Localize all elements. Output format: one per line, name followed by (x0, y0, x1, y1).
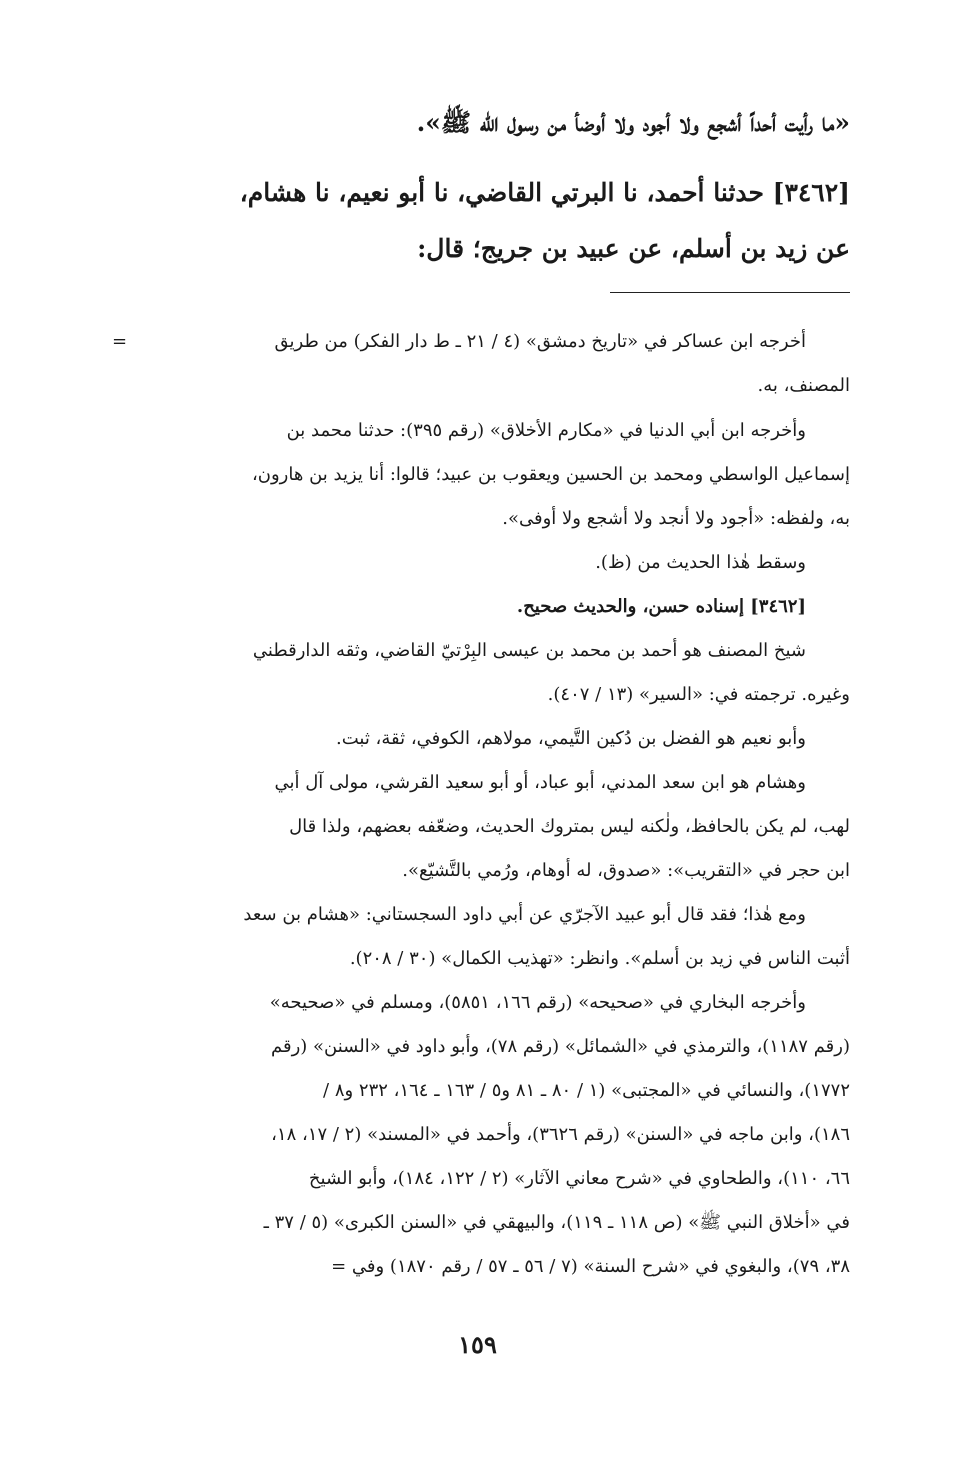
footnote-line: ١٨٦)، وابن ماجه في «السنن» (رقم ٣٦٢٦)، وأحمد في «المسند» (٢ / ١٧، ١٨، (271, 1124, 850, 1145)
footnote-line: أخرجه ابن عساكر في «تاريخ دمشق» (٤ / ٢١ ـ ط دار الفكر) من طريق (274, 331, 806, 352)
footnote-line: وهشام هو ابن سعد المدني، أبو عباد، أو أبو سعيد القرشي، مولى آل أبي (274, 772, 806, 793)
main-text-line-2: [٣٤٦٢] حدثنا أحمد، نا البرتي القاضي، نا أبو نعيم، نا هشام، (239, 178, 850, 207)
footnote-line: إسماعيل الواسطي ومحمد بن الحسين ويعقوب بن عبيد؛ قالوا: أنا يزيد بن هارون، (251, 464, 850, 485)
footnote-line: وأخرجه البخاري في «صحيحه» (رقم ١٦٦، ٥٨٥١)، ومسلم في «صحيحه» (269, 992, 806, 1013)
main-text-line-1: «ما رأيت أحداً أشجع ولا أجود ولا أوضأ من رسول الله ﷺ». (416, 108, 850, 137)
footnote-line: ومع هٰذا؛ فقد قال أبو عبيد الآجرّي عن أبي داود السجستاني: «هشام بن سعد (243, 904, 806, 925)
footnote-line: وسقط هٰذا الحديث من (ظ). (595, 552, 806, 573)
footnote-line: ابن حجر في «التقريب»: «صدوق، له أوهام، ورُمي بالتَّشيّع». (402, 860, 850, 881)
main-text-line-3: عن زيد بن أسلم، عن عبيد بن جريج؛ قال: (417, 234, 850, 263)
footnote-line: في «أخلاق النبي ﷺ» (ص ١١٨ ـ ١١٩)، والبيهقي في «السنن الكبرى» (٥ / ٣٧ ـ (263, 1212, 850, 1233)
footnote-line: أثبت الناس في زيد بن أسلم». وانظر: «تهذيب الكمال» (٣٠ / ٢٠٨). (349, 948, 850, 969)
footnote-line: وغيره. ترجمته في: «السير» (١٣ / ٤٠٧). (547, 684, 850, 705)
page-number: ١٥٩ (458, 1330, 497, 1359)
footnote-line: وأخرجه ابن أبي الدنيا في «مكارم الأخلاق» (رقم ٣٩٥): حدثنا محمد بن (286, 420, 806, 441)
footnote-line: ١٧٧٢)، والنسائي في «المجتبى» (١ / ٨٠ ـ ٨١ و٥ / ١٦٣ ـ ١٦٤، ٢٣٢ و٨ / (323, 1080, 850, 1101)
footnote-heading: [٣٤٦٢] إسناده حسن، والحديث صحيح. (516, 596, 806, 617)
footnote-line: به، ولفظه: «أجود ولا أنجد ولا أشجع ولا أوفى». (502, 508, 850, 529)
footnote-continuation-mark: = (112, 331, 128, 352)
footnote-line: وأبو نعيم هو الفضل بن دُكين التَّيمي، مولاهم، الكوفي، ثقة، ثبت. (336, 728, 806, 749)
footnote-line: ٦٦، ١١٠)، والطحاوي في «شرح معاني الآثار» (٢ / ١٢٢، ١٨٤)، وأبو الشيخ (308, 1168, 850, 1189)
footnote-line: شيخ المصنف هو أحمد بن محمد بن عيسى البِرْتيّ القاضي، وثقه الدارقطني (252, 640, 806, 661)
footnote-line: (رقم ١١٨٧)، والترمذي في «الشمائل» (رقم ٧٨)، وأبو داود في «السنن» (رقم (271, 1036, 850, 1057)
footnote-line: لهب، لم يكن بالحافظ، ولٰكنه ليس بمتروك الحديث، وضعّفه بعضهم، ولذا قال (289, 816, 850, 837)
footnote-line: المصنف، به. (757, 375, 850, 396)
footnote-line: ٣٨، ٧٩)، والبغوي في «شرح السنة» (٧ / ٥٦ ـ ٥٧ / رقم ١٨٧٠) وفي = (331, 1256, 850, 1277)
footnote-divider (610, 292, 850, 293)
